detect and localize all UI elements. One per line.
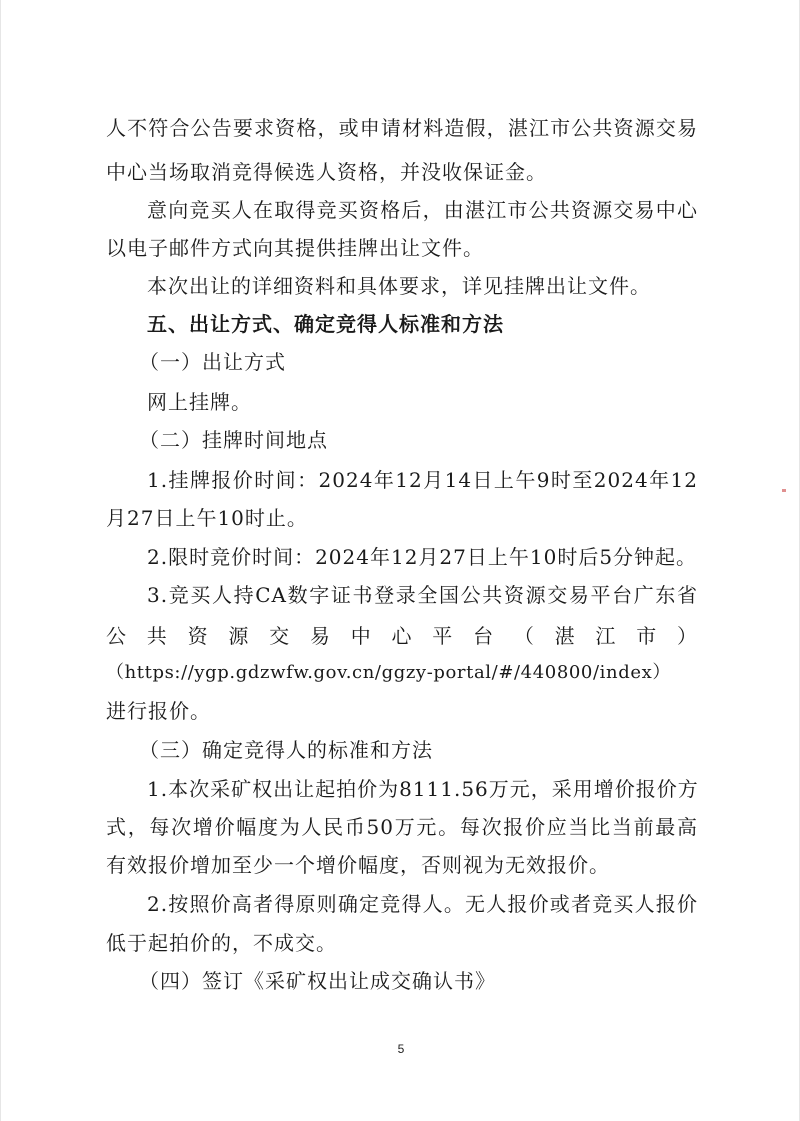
subsection-heading: （一）出让方式 xyxy=(139,350,286,374)
paragraph-line: 1.本次采矿权出让起拍价为8111.56万元，采用增价报价方 xyxy=(147,777,699,801)
section-heading: 五、出让方式、确定竞得人标准和方法 xyxy=(147,312,504,336)
paragraph-line: 本次出让的详细资料和具体要求，详见挂牌出让文件。 xyxy=(147,274,651,298)
paragraph-line: 有效报价增加至少一个增价幅度，否则视为无效报价。 xyxy=(106,853,610,877)
paragraph-line: 1.挂牌报价时间：2024年12月14日上午9时至2024年12 xyxy=(147,468,698,492)
paragraph-line: 进行报价。 xyxy=(106,699,211,723)
paragraph-line: 意向竞买人在取得竞买资格后，由湛江市公共资源交易中心 xyxy=(147,198,698,222)
paragraph-line: 中心当场取消竞得候选人资格，并没收保证金。 xyxy=(106,160,547,184)
paragraph-line: 3.竞买人持CA数字证书登录全国公共资源交易平台广东省 xyxy=(147,583,698,607)
subsection-heading: （四）签订《采矿权出让成交确认书》 xyxy=(139,969,496,993)
paragraph-line: 网上挂牌。 xyxy=(147,390,252,414)
paragraph-line: 式，每次增价幅度为人民币50万元。每次报价应当比当前最高 xyxy=(106,815,698,839)
subsection-heading: （三）确定竞得人的标准和方法 xyxy=(139,738,433,762)
page-number: 5 xyxy=(397,1042,405,1056)
paragraph-line: 月27日上午10时止。 xyxy=(106,506,308,530)
paragraph-line: 以电子邮件方式向其提供挂牌出让文件。 xyxy=(106,236,484,260)
paragraph-line: 2.按照价高者得原则确定竞得人。无人报价或者竞买人报价 xyxy=(147,892,698,916)
edge-mark xyxy=(782,489,786,492)
paragraph-line: 人不符合公告要求资格，或申请材料造假，湛江市公共资源交易 xyxy=(106,116,698,140)
paragraph-line: 公 共 资 源 交 易 中 心 平 台 （ 湛 江 市 ） xyxy=(106,624,698,648)
url-line: （https://ygp.gdzwfw.gov.cn/ggzy-portal/#/440800/index） xyxy=(106,662,671,683)
paragraph-line: 低于起拍价的，不成交。 xyxy=(106,931,337,955)
paragraph-line: 2.限时竞价时间：2024年12月27日上午10时后5分钟起。 xyxy=(147,545,698,569)
subsection-heading: （二）挂牌时间地点 xyxy=(139,428,328,452)
